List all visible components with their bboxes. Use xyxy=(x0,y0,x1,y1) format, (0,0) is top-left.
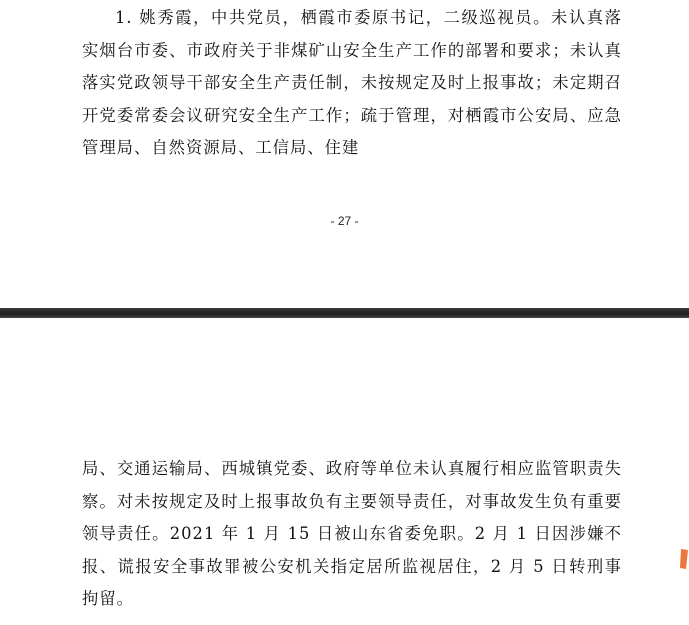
paragraph-bottom: 局、交通运输局、西城镇党委、政府等单位未认真履行相应监管职责失察。对未按规定及时上报事故负有主要领导责任，对事故发生负有重要领导责任。2021 年 1 月 15 日被山东省委免职。2 月 1 日因涉嫌不报、谎报安全事故罪被公安机关指定居所监视居住，2 月 5 日转刑事拘留。 xyxy=(82,459,622,608)
page-number: - 27 - xyxy=(330,214,359,228)
document-page-top xyxy=(0,0,689,308)
page-separator xyxy=(0,308,689,318)
document-page-bottom xyxy=(0,318,689,625)
orange-mark-icon xyxy=(679,548,689,570)
paragraph-top: 1. 姚秀霞，中共党员，栖霞市委原书记，二级巡视员。未认真落实烟台市委、市政府关于非煤矿山安全生产工作的部署和要求；未认真落实党政领导干部安全生产责任制，未按规定及时上报事故；未定期召开党委常委会议研究安全生产工作；疏于管理，对栖霞市公安局、应急管理局、自然资源局、工信局、住建 xyxy=(82,8,622,157)
